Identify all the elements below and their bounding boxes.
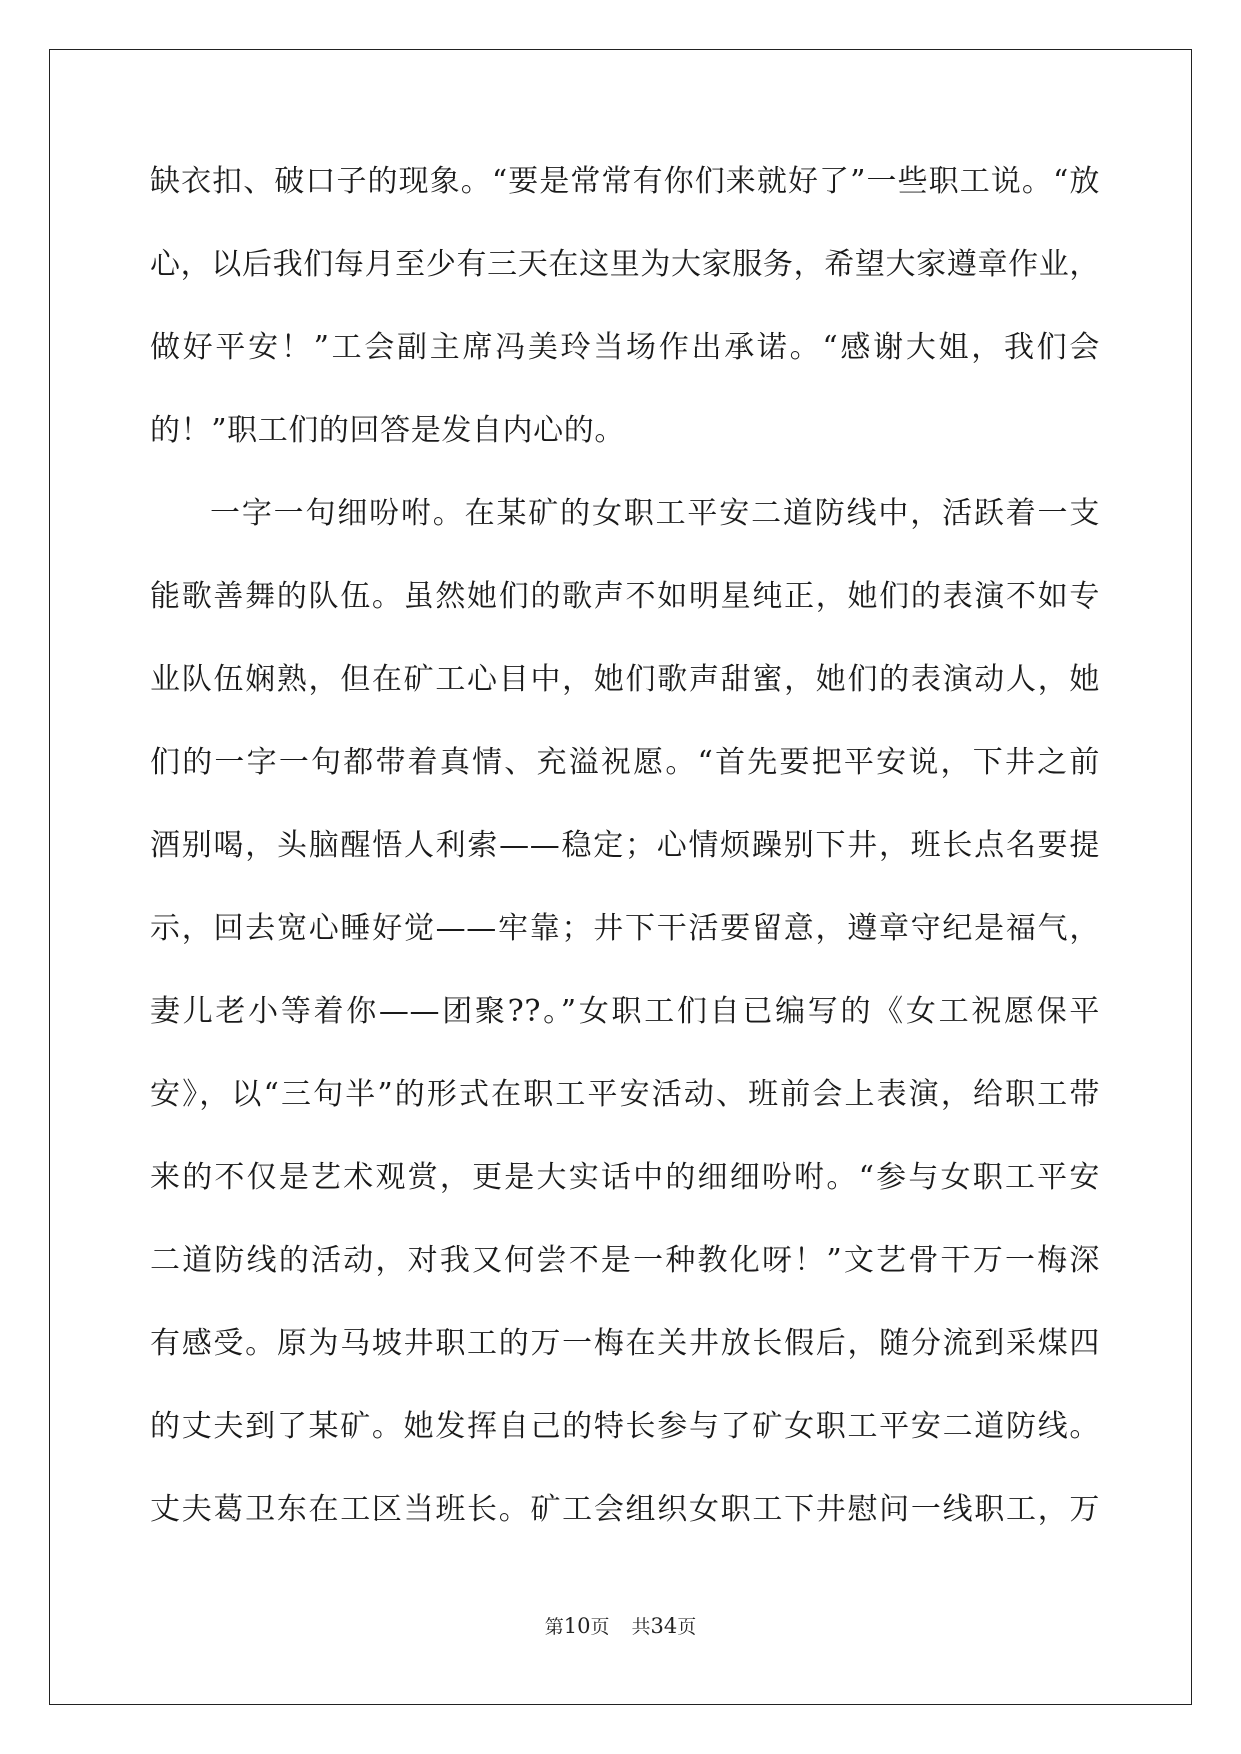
document-body [150,162,1100,1573]
text-line: 来的不仅是艺术观赏，更是大实话中的细细吩咐。“参与女职工平安 [150,1160,1100,1195]
text-line: 业队伍娴熟，但在矿工心目中，她们歌声甜蜜，她们的表演动人，她 [150,662,1100,697]
text-line: 一字一句细吩咐。在某矿的女职工平安二道防线中，活跃着一支 [210,496,1100,531]
text-line: 示，回去宽心睡好觉——牢靠；井下干活要留意，遵章守纪是福气， [150,911,1100,946]
text-line: 心，以后我们每月至少有三天在这里为大家服务，希望大家遵章作业， [150,247,1100,282]
text-line: 丈夫葛卫东在工区当班长。矿工会组织女职工下井慰问一线职工，万 [150,1492,1100,1527]
page-footer [0,1612,1241,1639]
text-line: 二道防线的活动，对我又何尝不是一种教化呀！”文艺骨干万一梅深 [150,1243,1100,1278]
text-line: 安》，以“三句半”的形式在职工平安活动、班前会上表演，给职工带 [150,1077,1100,1112]
text-line: 有感受。原为马坡井职工的万一梅在关井放长假后，随分流到采煤四 [150,1326,1100,1361]
page-number: 10 [563,1614,591,1638]
text-line: 的！”职工们的回答是发自内心的。 [150,413,625,448]
text-line: 酒别喝，头脑醒悟人利索——稳定；心情烦躁别下井，班长点名要提 [150,828,1100,863]
page-number-unit: 页 [590,1616,610,1638]
text-line: 缺衣扣、破口子的现象。“要是常常有你们来就好了”一些职工说。“放 [150,164,1100,199]
text-line: 能歌善舞的队伍。虽然她们的歌声不如明星纯正，她们的表演不如专 [150,579,1100,614]
page-number-prefix: 第 [544,1616,564,1638]
total-pages-unit: 页 [677,1616,697,1638]
text-line: 们的一字一句都带着真情、充溢祝愿。“首先要把平安说，下井之前 [150,745,1100,780]
text-line: 的丈夫到了某矿。她发挥自己的特长参与了矿女职工平安二道防线。 [150,1409,1100,1444]
total-pages: 34 [650,1614,678,1638]
total-pages-prefix: 共 [631,1616,651,1638]
text-line: 妻儿老小等着你——团聚??。”女职工们自已编写的《女工祝愿保平 [150,994,1100,1029]
text-line: 做好平安！”工会副主席冯美玲当场作出承诺。“感谢大姐，我们会 [150,330,1100,365]
